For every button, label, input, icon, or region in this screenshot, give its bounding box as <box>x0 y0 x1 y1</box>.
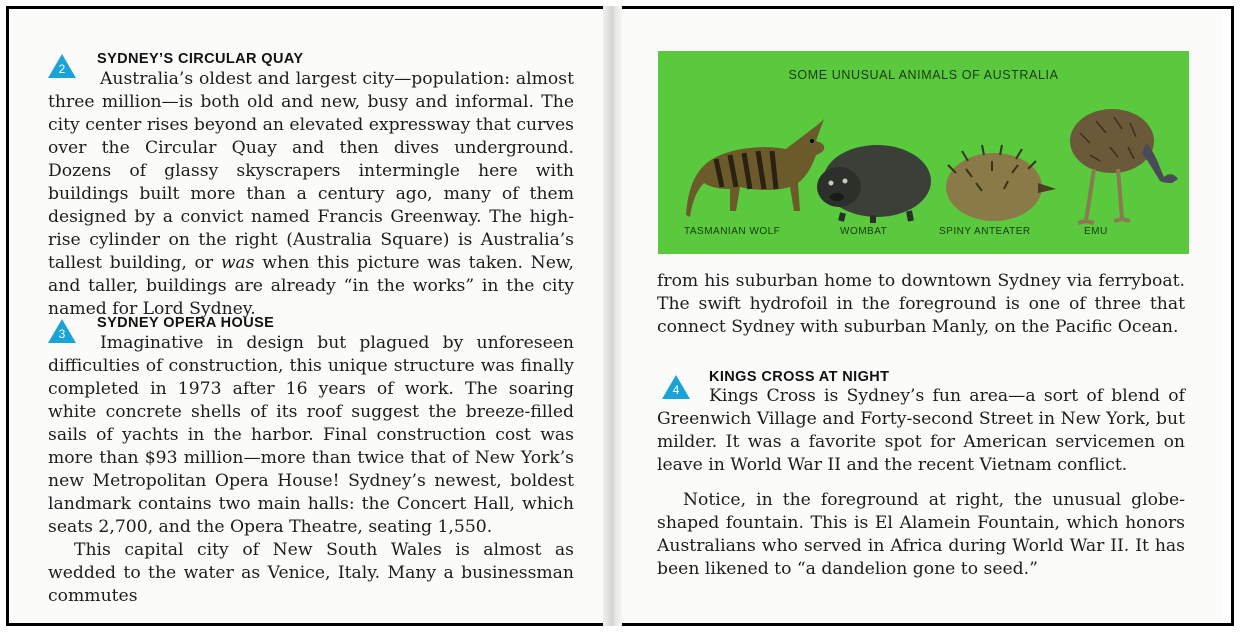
wombat-icon <box>813 133 933 223</box>
heading-circular-quay: SYDNEY’S CIRCULAR QUAY <box>97 51 304 67</box>
paragraph-kings-cross: Kings Cross is Sydney’s fun area—a sort of blend of Greenwich Village and Forty-second Street in New York, but milder. It was a favorite spot for American servicemen on leave in World War II and the recent Vietnam conflict. <box>657 386 1185 475</box>
paragraph-opera-house: Imaginative in design but plagued by unforeseen difficulties of construction, this unique structure was finally completed in 1973 after 16 years of work. The soaring white concrete shells of its roof suggest the breeze-filled sails of yachts in the harbor. Final construction cost was more than $93 million—more than twice that of New York’s new Metropolitan Opera House! Sydney’s newest, boldest landmark contains two main halls: the Concert Hall, which seats 2,700, and the Opera Theatre, seating 1,550. <box>48 333 574 537</box>
section-marker-number: 2 <box>58 62 66 76</box>
text-opera-house <box>48 332 574 608</box>
paragraph-fountain: Notice, in the foreground at right, the unusual globe-shaped fountain. This is El Alamein Fountain, which honors Australians who served in Africa during World War II. It has been likened to “a dandelion gone to seed.” <box>657 490 1185 579</box>
heading-opera-house: SYDNEY OPERA HOUSE <box>97 315 275 331</box>
paragraph-ferryboat: from his suburban home to downtown Sydney via ferryboat. The swift hydrofoil in the foreground is one of three that connect Sydney with suburban Manly, on the Pacific Ocean. <box>657 271 1185 337</box>
section-marker-number: 4 <box>672 383 680 397</box>
text-ferryboat <box>657 270 1185 339</box>
text-kings-cross <box>657 385 1185 581</box>
panel-title: SOME UNUSUAL ANIMALS OF AUSTRALIA <box>788 68 1059 82</box>
animals-illustration-panel <box>658 51 1189 254</box>
label-tasmanian-wolf: TASMANIAN WOLF <box>684 226 781 237</box>
text-circular-quay <box>48 68 574 321</box>
label-wombat: WOMBAT <box>840 226 888 237</box>
label-emu: EMU <box>1084 226 1108 237</box>
label-spiny-anteater: SPINY ANTEATER <box>939 226 1031 237</box>
page-gutter <box>603 6 622 626</box>
heading-kings-cross: KINGS CROSS AT NIGHT <box>709 369 890 385</box>
paragraph-circular-quay: Australia’s oldest and largest city—population: almost three million—is both old and new, busy and informal. The city center rises beyond an elevated expressway that curves over the Circular Quay and then dives underground. Dozens of glassy skyscrapers intermingle here with buildings built more than a century ago, many of them designed by a convict named Francis Greenway. The high-rise cylinder on the right (Australia Square) is Australia’s tallest building, or was when this picture was taken. New, and taller, buildings are already “in the works” in the city named for Lord Sydney. <box>48 69 574 319</box>
spiny-anteater-icon <box>942 143 1057 225</box>
tasmanian-wolf-icon <box>666 107 831 222</box>
paragraph-capital-city: This capital city of New South Wales is almost as wedded to the water as Venice, Italy. Many a businessman commutes <box>48 540 574 606</box>
emu-icon <box>1060 103 1185 225</box>
section-marker-number: 3 <box>58 327 66 341</box>
